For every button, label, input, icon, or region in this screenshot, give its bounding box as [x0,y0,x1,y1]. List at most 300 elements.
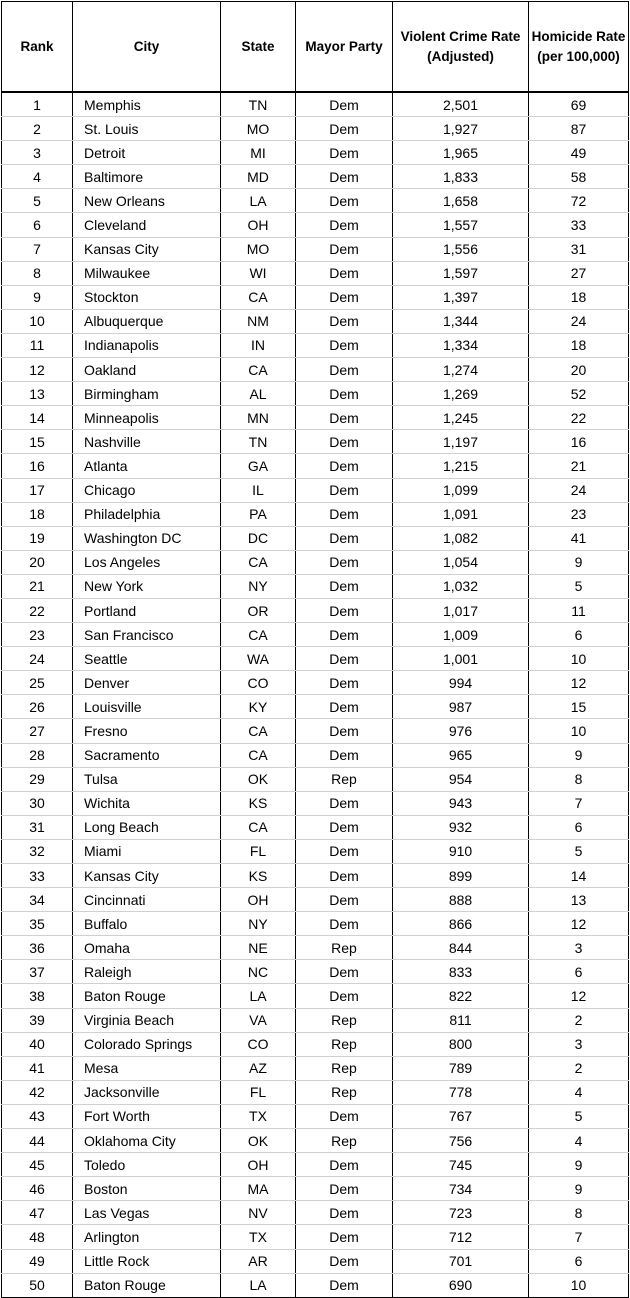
mayor-party-cell: Dem [296,550,393,574]
table-row [2,406,629,430]
rank-cell: 19 [2,526,73,550]
rank-cell: 45 [2,1153,73,1177]
rank-cell: 12 [2,358,73,382]
table-row [2,189,629,213]
violent-crime-rate-cell: 1,344 [393,309,529,333]
violent-crime-rate-cell: 1,001 [393,647,529,671]
table-row [2,960,629,984]
violent-crime-rate-cell: 1,833 [393,165,529,189]
mayor-party-cell: Dem [296,141,393,165]
city-cell: Cleveland [73,213,221,237]
mayor-party-cell: Dem [296,574,393,598]
violent-crime-rate-cell: 910 [393,839,529,863]
violent-crime-rate-cell: 789 [393,1056,529,1080]
violent-crime-rate-cell: 965 [393,743,529,767]
table-row [2,333,629,357]
state-cell: OH [221,1153,296,1177]
mayor-party-cell: Dem [296,117,393,141]
homicide-rate-cell: 4 [529,1080,629,1104]
header-violent-crime-rate: Violent Crime Rate (Adjusted) [393,2,529,93]
homicide-rate-cell: 31 [529,237,629,261]
homicide-rate-cell: 3 [529,936,629,960]
state-cell: CA [221,358,296,382]
homicide-rate-cell: 6 [529,960,629,984]
state-cell: CA [221,550,296,574]
table-row [2,719,629,743]
homicide-rate-cell: 5 [529,839,629,863]
state-cell: KS [221,791,296,815]
table-row [2,791,629,815]
homicide-rate-cell: 20 [529,358,629,382]
mayor-party-cell: Dem [296,960,393,984]
city-cell: Cincinnati [73,888,221,912]
state-cell: MD [221,165,296,189]
rank-cell: 29 [2,767,73,791]
mayor-party-cell: Dem [296,623,393,647]
mayor-party-cell: Dem [296,864,393,888]
table-row [2,309,629,333]
table-row [2,936,629,960]
state-cell: TX [221,1104,296,1128]
state-cell: OH [221,888,296,912]
city-cell: Mesa [73,1056,221,1080]
state-cell: CA [221,285,296,309]
homicide-rate-cell: 27 [529,261,629,285]
homicide-rate-cell: 13 [529,888,629,912]
city-cell: Baton Rouge [73,984,221,1008]
homicide-rate-cell: 69 [529,92,629,117]
mayor-party-cell: Dem [296,213,393,237]
city-cell: Colorado Springs [73,1032,221,1056]
violent-crime-rate-cell: 1,017 [393,598,529,622]
city-cell: Omaha [73,936,221,960]
rank-cell: 3 [2,141,73,165]
homicide-rate-cell: 18 [529,285,629,309]
city-cell: Washington DC [73,526,221,550]
state-cell: MO [221,117,296,141]
table-row [2,358,629,382]
homicide-rate-cell: 9 [529,1177,629,1201]
violent-crime-rate-cell: 987 [393,695,529,719]
state-cell: CA [221,623,296,647]
mayor-party-cell: Dem [296,165,393,189]
mayor-party-cell: Dem [296,791,393,815]
homicide-rate-cell: 10 [529,1273,629,1297]
state-cell: CO [221,671,296,695]
state-cell: NV [221,1201,296,1225]
table-row [2,550,629,574]
table-row [2,382,629,406]
table-row [2,984,629,1008]
mayor-party-cell: Dem [296,1104,393,1128]
mayor-party-cell: Dem [296,333,393,357]
city-cell: Atlanta [73,454,221,478]
violent-crime-rate-cell: 1,269 [393,382,529,406]
table-row [2,1153,629,1177]
homicide-rate-cell: 24 [529,478,629,502]
rank-cell: 38 [2,984,73,1008]
violent-crime-rate-cell: 2,501 [393,92,529,117]
city-cell: Baltimore [73,165,221,189]
mayor-party-cell: Dem [296,478,393,502]
violent-crime-rate-cell: 943 [393,791,529,815]
table-row [2,1008,629,1032]
rank-cell: 27 [2,719,73,743]
rank-cell: 50 [2,1273,73,1297]
rank-cell: 5 [2,189,73,213]
table-row [2,165,629,189]
table-row [2,261,629,285]
homicide-rate-cell: 8 [529,767,629,791]
violent-crime-rate-cell: 1,197 [393,430,529,454]
state-cell: NE [221,936,296,960]
table-row [2,815,629,839]
state-cell: CA [221,719,296,743]
rank-cell: 32 [2,839,73,863]
violent-crime-rate-cell: 954 [393,767,529,791]
table-row [2,598,629,622]
mayor-party-cell: Dem [296,1249,393,1273]
homicide-rate-cell: 49 [529,141,629,165]
homicide-rate-cell: 2 [529,1056,629,1080]
city-cell: Baton Rouge [73,1273,221,1297]
violent-crime-rate-cell: 1,082 [393,526,529,550]
homicide-rate-cell: 21 [529,454,629,478]
table-row [2,1080,629,1104]
rank-cell: 11 [2,333,73,357]
city-cell: Indianapolis [73,333,221,357]
violent-crime-rate-cell: 1,334 [393,333,529,357]
header-row [2,2,629,93]
mayor-party-cell: Dem [296,1177,393,1201]
mayor-party-cell: Rep [296,767,393,791]
mayor-party-cell: Dem [296,261,393,285]
city-cell: Minneapolis [73,406,221,430]
table-row [2,1056,629,1080]
rank-cell: 30 [2,791,73,815]
mayor-party-cell: Dem [296,285,393,309]
rank-cell: 22 [2,598,73,622]
violent-crime-rate-cell: 844 [393,936,529,960]
mayor-party-cell: Dem [296,1201,393,1225]
city-cell: Detroit [73,141,221,165]
state-cell: VA [221,1008,296,1032]
state-cell: FL [221,839,296,863]
mayor-party-cell: Dem [296,671,393,695]
homicide-rate-cell: 24 [529,309,629,333]
state-cell: OK [221,1129,296,1153]
homicide-rate-cell: 9 [529,1153,629,1177]
city-cell: Sacramento [73,743,221,767]
violent-crime-rate-cell: 976 [393,719,529,743]
header-city: City [73,2,221,93]
mayor-party-cell: Dem [296,719,393,743]
state-cell: AZ [221,1056,296,1080]
violent-crime-rate-cell: 866 [393,912,529,936]
mayor-party-cell: Dem [296,502,393,526]
table-row [2,743,629,767]
rank-cell: 10 [2,309,73,333]
state-cell: WA [221,647,296,671]
table-row [2,647,629,671]
violent-crime-rate-cell: 1,397 [393,285,529,309]
city-cell: Toledo [73,1153,221,1177]
violent-crime-rate-cell: 822 [393,984,529,1008]
violent-crime-rate-cell: 1,557 [393,213,529,237]
state-cell: WI [221,261,296,285]
city-cell: Louisville [73,695,221,719]
state-cell: OK [221,767,296,791]
state-cell: NY [221,574,296,598]
homicide-rate-cell: 22 [529,406,629,430]
homicide-rate-cell: 58 [529,165,629,189]
homicide-rate-cell: 72 [529,189,629,213]
table-row [2,502,629,526]
violent-crime-rate-cell: 723 [393,1201,529,1225]
mayor-party-cell: Dem [296,1273,393,1297]
state-cell: CA [221,815,296,839]
city-cell: Little Rock [73,1249,221,1273]
city-cell: Kansas City [73,864,221,888]
homicide-rate-cell: 11 [529,598,629,622]
homicide-rate-cell: 5 [529,1104,629,1128]
rank-cell: 40 [2,1032,73,1056]
mayor-party-cell: Dem [296,358,393,382]
crime-rankings-table [1,1,629,1298]
mayor-party-cell: Dem [296,912,393,936]
violent-crime-rate-cell: 734 [393,1177,529,1201]
violent-crime-rate-cell: 767 [393,1104,529,1128]
mayor-party-cell: Dem [296,815,393,839]
mayor-party-cell: Dem [296,839,393,863]
homicide-rate-cell: 33 [529,213,629,237]
violent-crime-rate-cell: 1,274 [393,358,529,382]
state-cell: IN [221,333,296,357]
header-rank: Rank [2,2,73,93]
table-row [2,430,629,454]
violent-crime-rate-cell: 690 [393,1273,529,1297]
mayor-party-cell: Dem [296,647,393,671]
homicide-rate-cell: 10 [529,647,629,671]
rank-cell: 26 [2,695,73,719]
city-cell: Virginia Beach [73,1008,221,1032]
table-row [2,526,629,550]
homicide-rate-cell: 7 [529,1225,629,1249]
violent-crime-rate-cell: 1,091 [393,502,529,526]
state-cell: NY [221,912,296,936]
mayor-party-cell: Dem [296,1225,393,1249]
rank-cell: 15 [2,430,73,454]
mayor-party-cell: Rep [296,1056,393,1080]
rank-cell: 48 [2,1225,73,1249]
city-cell: New York [73,574,221,598]
rank-cell: 2 [2,117,73,141]
rank-cell: 16 [2,454,73,478]
city-cell: Raleigh [73,960,221,984]
rank-cell: 23 [2,623,73,647]
rank-cell: 21 [2,574,73,598]
city-cell: Miami [73,839,221,863]
state-cell: PA [221,502,296,526]
header-state: State [221,2,296,93]
mayor-party-cell: Dem [296,382,393,406]
state-cell: LA [221,984,296,1008]
rank-cell: 13 [2,382,73,406]
rank-cell: 41 [2,1056,73,1080]
table-row [2,1177,629,1201]
city-cell: Birmingham [73,382,221,406]
homicide-rate-cell: 12 [529,912,629,936]
table-body [2,92,629,1297]
table-row [2,912,629,936]
homicide-rate-cell: 4 [529,1129,629,1153]
table-row [2,1104,629,1128]
mayor-party-cell: Dem [296,1153,393,1177]
state-cell: TN [221,430,296,454]
rank-cell: 9 [2,285,73,309]
violent-crime-rate-cell: 833 [393,960,529,984]
mayor-party-cell: Dem [296,743,393,767]
homicide-rate-cell: 15 [529,695,629,719]
state-cell: OR [221,598,296,622]
table-row [2,1032,629,1056]
state-cell: DC [221,526,296,550]
city-cell: Kansas City [73,237,221,261]
state-cell: MO [221,237,296,261]
homicide-rate-cell: 6 [529,623,629,647]
table-row [2,839,629,863]
mayor-party-cell: Dem [296,984,393,1008]
rank-cell: 34 [2,888,73,912]
rank-cell: 8 [2,261,73,285]
violent-crime-rate-cell: 1,658 [393,189,529,213]
mayor-party-cell: Rep [296,1129,393,1153]
mayor-party-cell: Rep [296,1032,393,1056]
mayor-party-cell: Rep [296,1080,393,1104]
state-cell: NM [221,309,296,333]
state-cell: MN [221,406,296,430]
violent-crime-rate-cell: 745 [393,1153,529,1177]
table-row [2,623,629,647]
state-cell: CO [221,1032,296,1056]
violent-crime-rate-cell: 994 [393,671,529,695]
state-cell: FL [221,1080,296,1104]
homicide-rate-cell: 14 [529,864,629,888]
table-row [2,478,629,502]
city-cell: Philadelphia [73,502,221,526]
rank-cell: 18 [2,502,73,526]
violent-crime-rate-cell: 899 [393,864,529,888]
table-row [2,285,629,309]
homicide-rate-cell: 8 [529,1201,629,1225]
violent-crime-rate-cell: 1,556 [393,237,529,261]
violent-crime-rate-cell: 800 [393,1032,529,1056]
violent-crime-rate-cell: 888 [393,888,529,912]
city-cell: Las Vegas [73,1201,221,1225]
table-row [2,695,629,719]
city-cell: Wichita [73,791,221,815]
rank-cell: 6 [2,213,73,237]
rank-cell: 28 [2,743,73,767]
city-cell: St. Louis [73,117,221,141]
city-cell: Seattle [73,647,221,671]
table-row [2,671,629,695]
state-cell: AL [221,382,296,406]
homicide-rate-cell: 7 [529,791,629,815]
city-cell: Stockton [73,285,221,309]
table-row [2,864,629,888]
city-cell: Chicago [73,478,221,502]
rank-cell: 33 [2,864,73,888]
table-row [2,888,629,912]
city-cell: Boston [73,1177,221,1201]
mayor-party-cell: Dem [296,888,393,912]
rank-cell: 4 [2,165,73,189]
homicide-rate-cell: 10 [529,719,629,743]
city-cell: Fresno [73,719,221,743]
city-cell: Tulsa [73,767,221,791]
homicide-rate-cell: 87 [529,117,629,141]
city-cell: Fort Worth [73,1104,221,1128]
violent-crime-rate-cell: 932 [393,815,529,839]
state-cell: CA [221,743,296,767]
city-cell: Portland [73,598,221,622]
state-cell: LA [221,189,296,213]
state-cell: IL [221,478,296,502]
state-cell: TX [221,1225,296,1249]
rank-cell: 24 [2,647,73,671]
homicide-rate-cell: 12 [529,984,629,1008]
rank-cell: 17 [2,478,73,502]
mayor-party-cell: Dem [296,189,393,213]
table-row [2,141,629,165]
rank-cell: 20 [2,550,73,574]
table-row [2,1249,629,1273]
state-cell: TN [221,92,296,117]
rank-cell: 14 [2,406,73,430]
mayor-party-cell: Dem [296,309,393,333]
rank-cell: 31 [2,815,73,839]
violent-crime-rate-cell: 778 [393,1080,529,1104]
city-cell: Denver [73,671,221,695]
rank-cell: 39 [2,1008,73,1032]
state-cell: LA [221,1273,296,1297]
state-cell: AR [221,1249,296,1273]
table-row [2,92,629,117]
state-cell: MI [221,141,296,165]
city-cell: Buffalo [73,912,221,936]
mayor-party-cell: Rep [296,936,393,960]
mayor-party-cell: Dem [296,695,393,719]
violent-crime-rate-cell: 756 [393,1129,529,1153]
homicide-rate-cell: 18 [529,333,629,357]
mayor-party-cell: Dem [296,598,393,622]
city-cell: Nashville [73,430,221,454]
table-row [2,1225,629,1249]
city-cell: Arlington [73,1225,221,1249]
violent-crime-rate-cell: 811 [393,1008,529,1032]
homicide-rate-cell: 6 [529,815,629,839]
city-cell: Milwaukee [73,261,221,285]
table-row [2,237,629,261]
city-cell: New Orleans [73,189,221,213]
city-cell: Long Beach [73,815,221,839]
city-cell: Los Angeles [73,550,221,574]
homicide-rate-cell: 41 [529,526,629,550]
city-cell: Memphis [73,92,221,117]
rank-cell: 46 [2,1177,73,1201]
city-cell: Albuquerque [73,309,221,333]
